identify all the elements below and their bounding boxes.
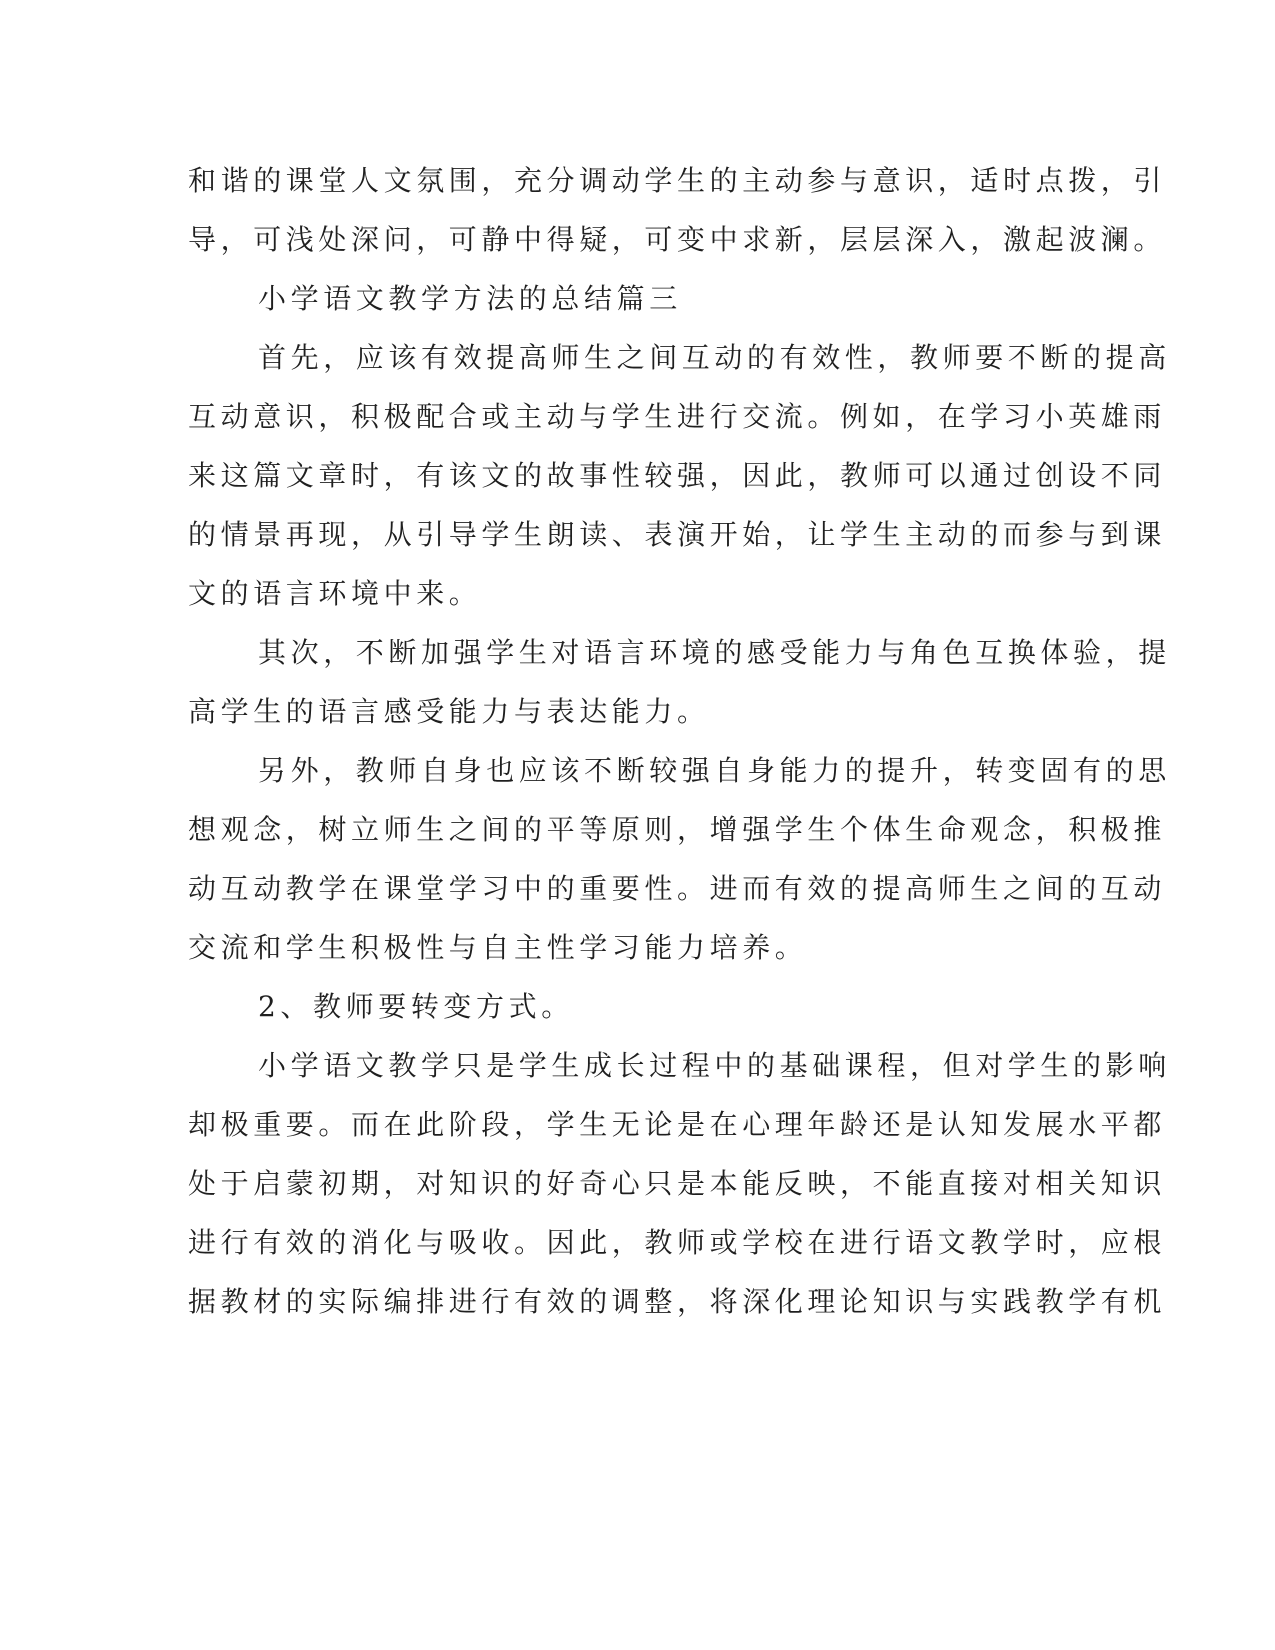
text-line: 据教材的实际编排进行有效的调整，将深化理论知识与实践教学有机 <box>188 1285 1167 1318</box>
text-line: 想观念，树立师生之间的平等原则，增强学生个体生命观念，积极推 <box>188 813 1167 846</box>
text-line: 处于启蒙初期，对知识的好奇心只是本能反映，不能直接对相关知识 <box>188 1167 1167 1200</box>
text-line: 文的语言环境中来。 <box>188 577 482 610</box>
numbered-heading: 2、教师要转变方式。 <box>258 990 574 1023</box>
text-line: 来这篇文章时，有该文的故事性较强，因此，教师可以通过创设不同 <box>188 459 1167 492</box>
section-heading: 小学语文教学方法的总结篇三 <box>258 282 682 315</box>
text-line: 和谐的课堂人文氛围，充分调动学生的主动参与意识，适时点拨，引 <box>188 164 1167 197</box>
text-line: 首先，应该有效提高师生之间互动的有效性，教师要不断的提高 <box>258 341 1171 374</box>
text-line: 小学语文教学只是学生成长过程中的基础课程，但对学生的影响 <box>258 1049 1171 1082</box>
text-line: 交流和学生积极性与自主性学习能力培养。 <box>188 931 808 964</box>
text-line: 其次，不断加强学生对语言环境的感受能力与角色互换体验，提 <box>258 636 1171 669</box>
text-line: 高学生的语言感受能力与表达能力。 <box>188 695 710 728</box>
text-line: 另外，教师自身也应该不断较强自身能力的提升，转变固有的思 <box>258 754 1171 787</box>
text-line: 动互动教学在课堂学习中的重要性。进而有效的提高师生之间的互动 <box>188 872 1167 905</box>
text-line: 的情景再现，从引导学生朗读、表演开始，让学生主动的而参与到课 <box>188 518 1167 551</box>
text-line: 进行有效的消化与吸收。因此，教师或学校在进行语文教学时，应根 <box>188 1226 1167 1259</box>
text-line: 互动意识，积极配合或主动与学生进行交流。例如，在学习小英雄雨 <box>188 400 1167 433</box>
text-line: 导，可浅处深问，可静中得疑，可变中求新，层层深入，激起波澜。 <box>188 223 1167 256</box>
text-line: 却极重要。而在此阶段，学生无论是在心理年龄还是认知发展水平都 <box>188 1108 1167 1141</box>
